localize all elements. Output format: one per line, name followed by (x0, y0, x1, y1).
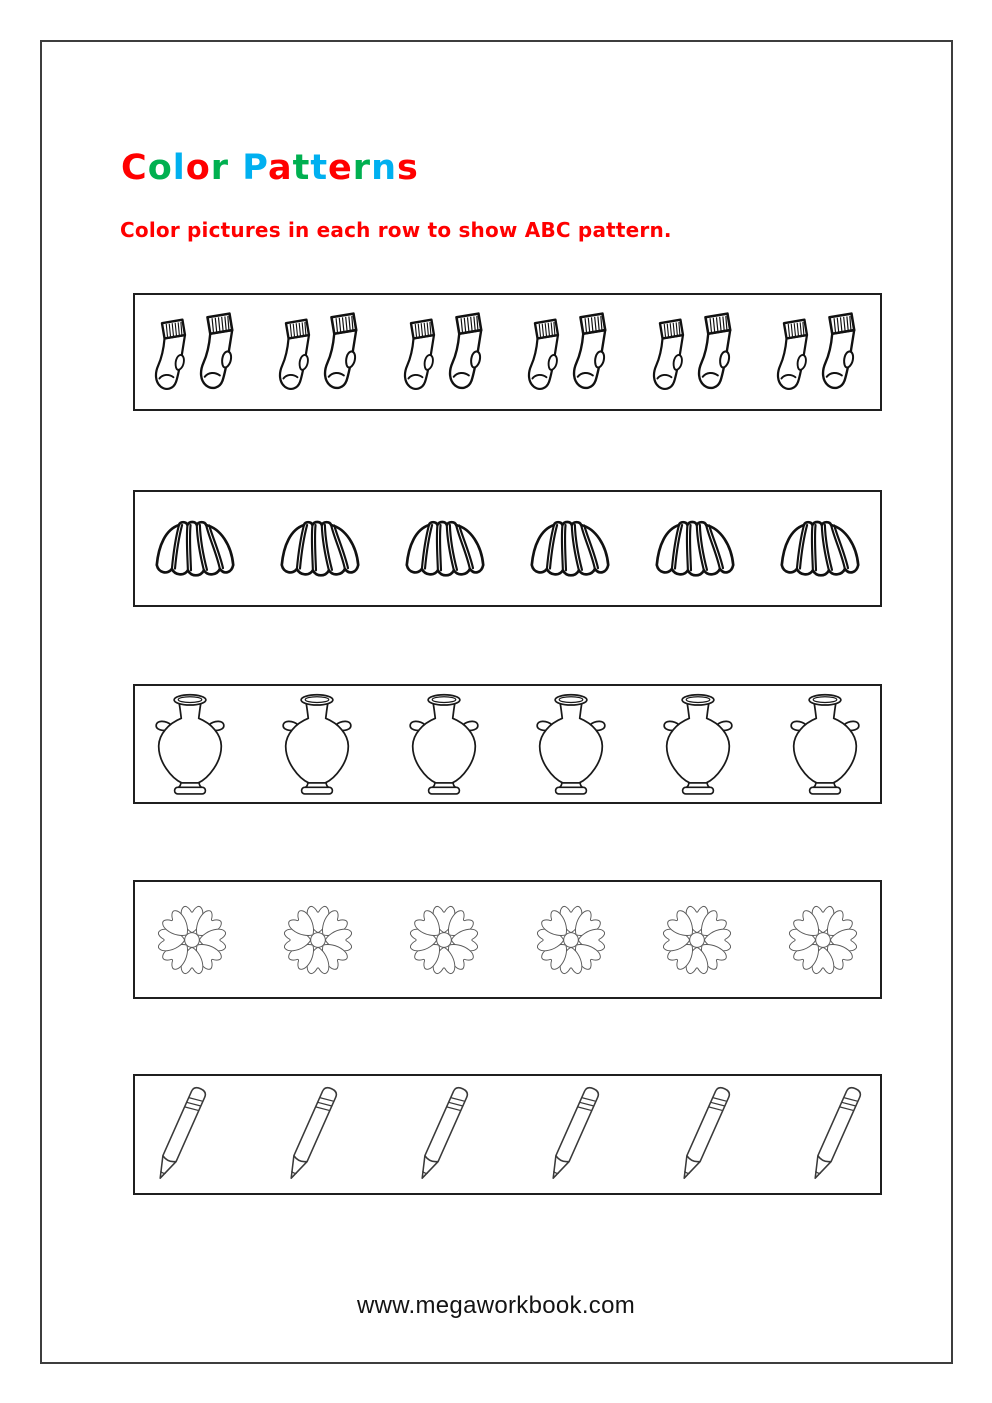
instruction-text: Color pictures in each row to show ABC pattern. (120, 218, 672, 242)
pattern-row-jelly-moulds (133, 490, 882, 607)
pattern-row-pencils (133, 1074, 882, 1195)
title-letter: a (267, 148, 293, 189)
vase-icon (149, 692, 231, 797)
title-letter (229, 148, 242, 188)
flower-icon (275, 897, 361, 983)
jelly-icon (649, 517, 741, 581)
title-letter: t (310, 148, 329, 189)
footer-url: www.megaworkbook.com (356, 1292, 636, 1319)
title-letter: e (328, 148, 353, 189)
pencil-icon (542, 1080, 604, 1190)
sock-pair-icon (771, 309, 866, 396)
title-letter: n (371, 148, 397, 189)
title-letter: r (352, 148, 372, 189)
sock-pair-icon (522, 309, 617, 396)
sock-pair-icon (149, 309, 244, 396)
pattern-row-socks (133, 293, 882, 411)
vase-icon (784, 692, 866, 797)
title-letter: P (242, 148, 268, 189)
jelly-icon (274, 517, 366, 581)
page-title (121, 149, 419, 188)
flower-icon (149, 897, 235, 983)
sock-pair-icon (398, 309, 493, 396)
title-letter: C (121, 148, 148, 189)
vase-icon (403, 692, 485, 797)
flower-icon (401, 897, 487, 983)
pencil-icon (411, 1080, 473, 1190)
jelly-icon (774, 517, 866, 581)
title-letter: l (172, 148, 186, 189)
flower-icon (528, 897, 614, 983)
sock-pair-icon (273, 309, 368, 396)
vase-icon (530, 692, 612, 797)
sock-pair-icon (647, 309, 742, 396)
flower-icon (780, 897, 866, 983)
jelly-icon (524, 517, 616, 581)
pencil-icon (280, 1080, 342, 1190)
title-letter: s (396, 148, 419, 189)
title-letter: o (185, 148, 211, 189)
jelly-icon (399, 517, 491, 581)
vase-icon (657, 692, 739, 797)
pencil-icon (804, 1080, 866, 1190)
title-letter: r (210, 148, 230, 189)
pattern-row-vases (133, 684, 882, 804)
flower-icon (654, 897, 740, 983)
title-letter: o (147, 148, 173, 189)
vase-icon (276, 692, 358, 797)
pencil-icon (149, 1080, 211, 1190)
jelly-icon (149, 517, 241, 581)
pattern-row-flowers (133, 880, 882, 999)
pencil-icon (673, 1080, 735, 1190)
title-letter: t (292, 148, 311, 189)
